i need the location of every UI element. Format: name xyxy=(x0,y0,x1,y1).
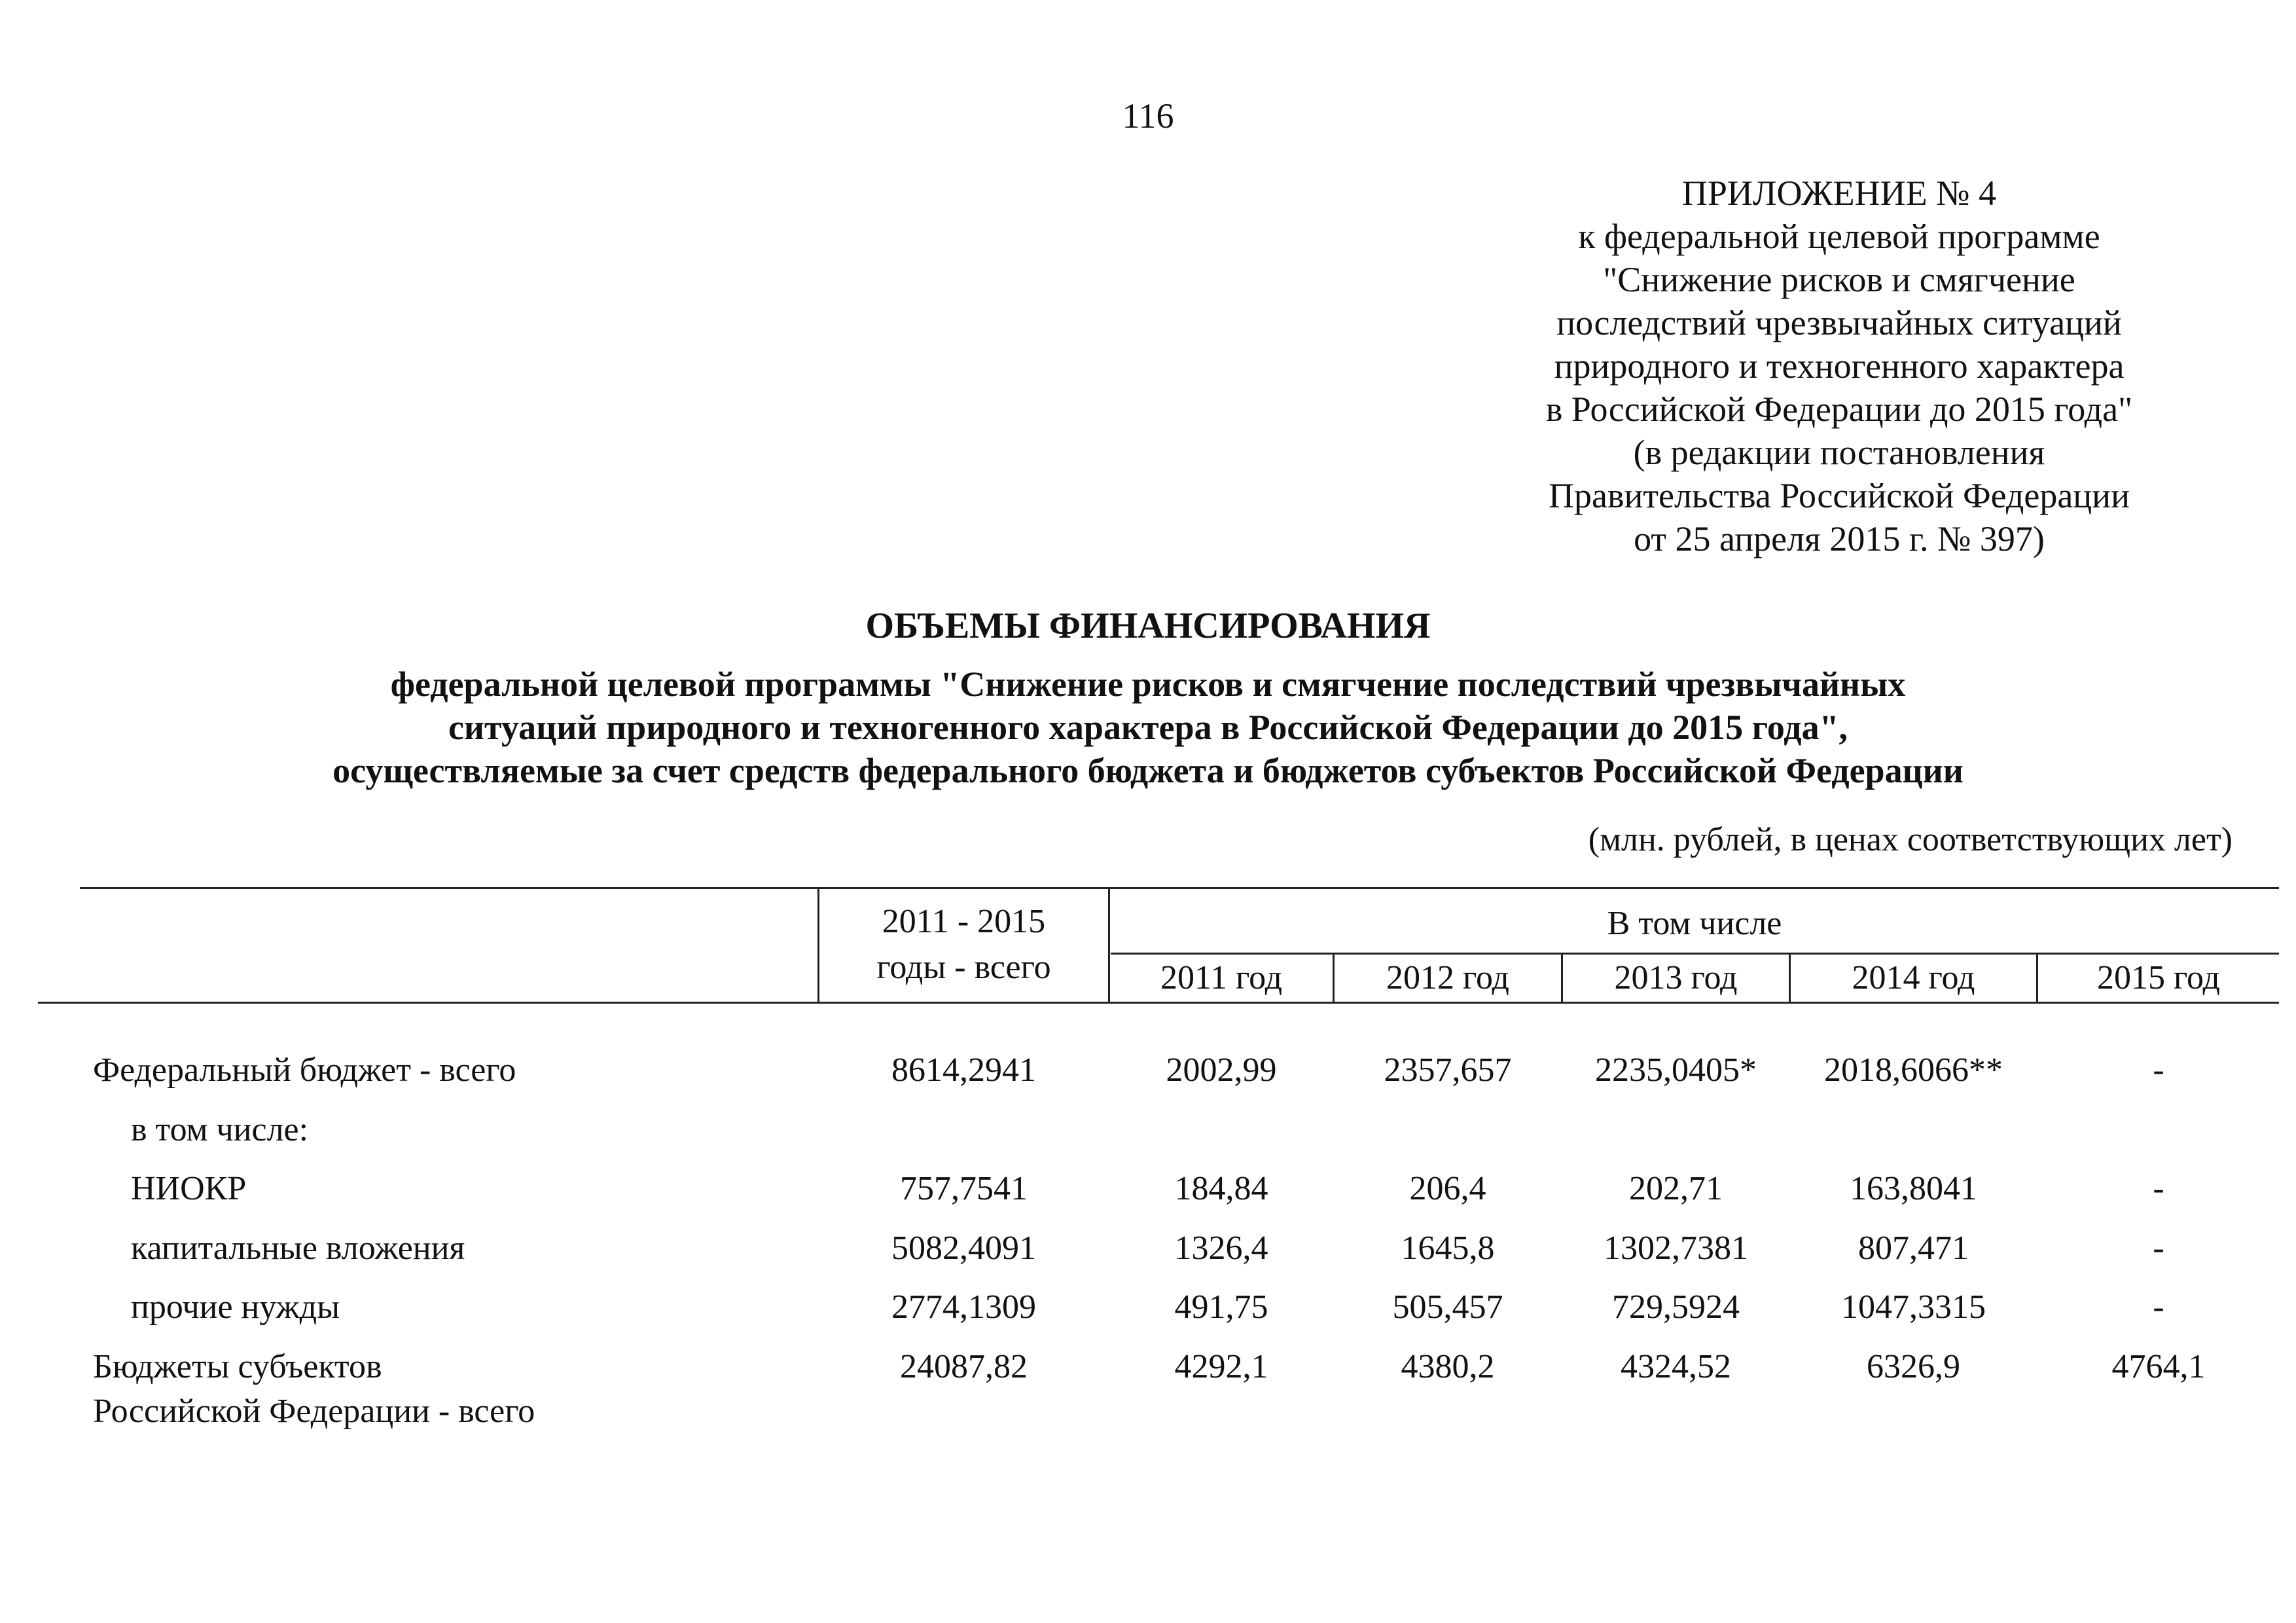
appendix-line: Правительства Российской Федерации xyxy=(1549,476,2130,515)
cell-2011: 4292,1 xyxy=(1174,1348,1268,1385)
row-label: капитальные вложения xyxy=(131,1230,465,1267)
document-subtitle xyxy=(0,663,2296,792)
year-header-2014: 2014 год xyxy=(1852,959,1975,996)
cell-2015: - xyxy=(2153,1288,2164,1326)
appendix-line: в Российской Федерации до 2015 года" xyxy=(1545,390,2133,429)
year-header-2015: 2015 год xyxy=(2097,959,2220,996)
appendix-line: последствий чрезвычайных ситуаций xyxy=(1556,303,2122,342)
subtitle-line: осуществляемые за счет средств федерального бюджета и бюджетов субъектов Российской Федерации xyxy=(332,751,1964,790)
subtitle-line: ситуаций природного и техногенного характера в Российской Федерации до 2015 года", xyxy=(448,708,1848,747)
cell-2012: 4380,2 xyxy=(1401,1348,1495,1385)
header-bottom-border xyxy=(38,1002,2279,1004)
cell-2011: 1326,4 xyxy=(1174,1230,1268,1267)
appendix-line: к федеральной целевой программе xyxy=(1578,217,2100,256)
total-header-line2: годы - всего xyxy=(876,949,1051,986)
cell-total: 8614,2941 xyxy=(891,1051,1036,1089)
year-header-2013: 2013 год xyxy=(1614,959,1738,996)
table-top-border xyxy=(80,887,2279,889)
cell-total: 24087,82 xyxy=(900,1348,1028,1385)
cell-2014: 807,471 xyxy=(1858,1230,1969,1267)
cell-2015: - xyxy=(2153,1170,2164,1207)
cell-2013: 1302,7381 xyxy=(1604,1230,1748,1267)
cell-total: 2774,1309 xyxy=(891,1288,1036,1326)
cell-2012: 1645,8 xyxy=(1401,1230,1495,1267)
row-label: в том числе: xyxy=(131,1111,309,1148)
appendix-header xyxy=(1479,172,2199,560)
cell-2012: 505,457 xyxy=(1392,1288,1503,1326)
units-note: (млн. рублей, в ценах соответствующих лет) xyxy=(1588,821,2233,858)
appendix-line: ПРИЛОЖЕНИЕ № 4 xyxy=(1681,173,1997,213)
year-header-2012: 2012 год xyxy=(1386,959,1509,996)
appendix-line: от 25 апреля 2015 г. № 397) xyxy=(1634,519,2045,558)
cell-2012: 206,4 xyxy=(1409,1170,1486,1207)
row-label: НИОКР xyxy=(131,1170,247,1207)
page-number: 116 xyxy=(1122,96,1174,136)
cell-2011: 2002,99 xyxy=(1166,1051,1277,1089)
appendix-line: (в редакции постановления xyxy=(1633,433,2045,472)
document-title: ОБЪЕМЫ ФИНАНСИРОВАНИЯ xyxy=(865,606,1431,646)
year-header-2011: 2011 год xyxy=(1160,959,1283,996)
row-label-continuation: Российской Федерации - всего xyxy=(93,1393,535,1430)
cell-2014: 163,8041 xyxy=(1850,1170,1977,1207)
cell-2014: 6326,9 xyxy=(1867,1348,1960,1385)
cell-2014: 1047,3315 xyxy=(1841,1288,1986,1326)
including-header: В том числе xyxy=(1607,905,1782,942)
cell-2013: 202,71 xyxy=(1629,1170,1723,1207)
cell-2015: - xyxy=(2153,1051,2164,1089)
appendix-line: природного и техногенного характера xyxy=(1554,346,2125,386)
cell-total: 757,7541 xyxy=(900,1170,1028,1207)
total-header-line1: 2011 - 2015 xyxy=(882,903,1046,940)
cell-2013: 729,5924 xyxy=(1612,1288,1740,1326)
cell-2015: 4764,1 xyxy=(2111,1348,2206,1385)
cell-2013: 4324,52 xyxy=(1621,1348,1731,1385)
row-label: Бюджеты субъектов xyxy=(93,1348,382,1385)
subtitle-line: федеральной целевой программы "Снижение рисков и смягчение последствий чрезвычайных xyxy=(390,665,1906,704)
cell-total: 5082,4091 xyxy=(891,1230,1036,1267)
row-label: Федеральный бюджет - всего xyxy=(93,1051,516,1089)
cell-2014: 2018,6066** xyxy=(1824,1051,2003,1089)
appendix-line: "Снижение рисков и смягчение xyxy=(1603,260,2075,299)
row-label: прочие нужды xyxy=(131,1288,340,1326)
cell-2012: 2357,657 xyxy=(1384,1051,1512,1089)
cell-2013: 2235,0405* xyxy=(1595,1051,1757,1089)
cell-2011: 184,84 xyxy=(1174,1170,1268,1207)
cell-2011: 491,75 xyxy=(1174,1288,1268,1326)
year-header-top-border xyxy=(1111,953,2279,955)
cell-2015: - xyxy=(2153,1230,2164,1267)
